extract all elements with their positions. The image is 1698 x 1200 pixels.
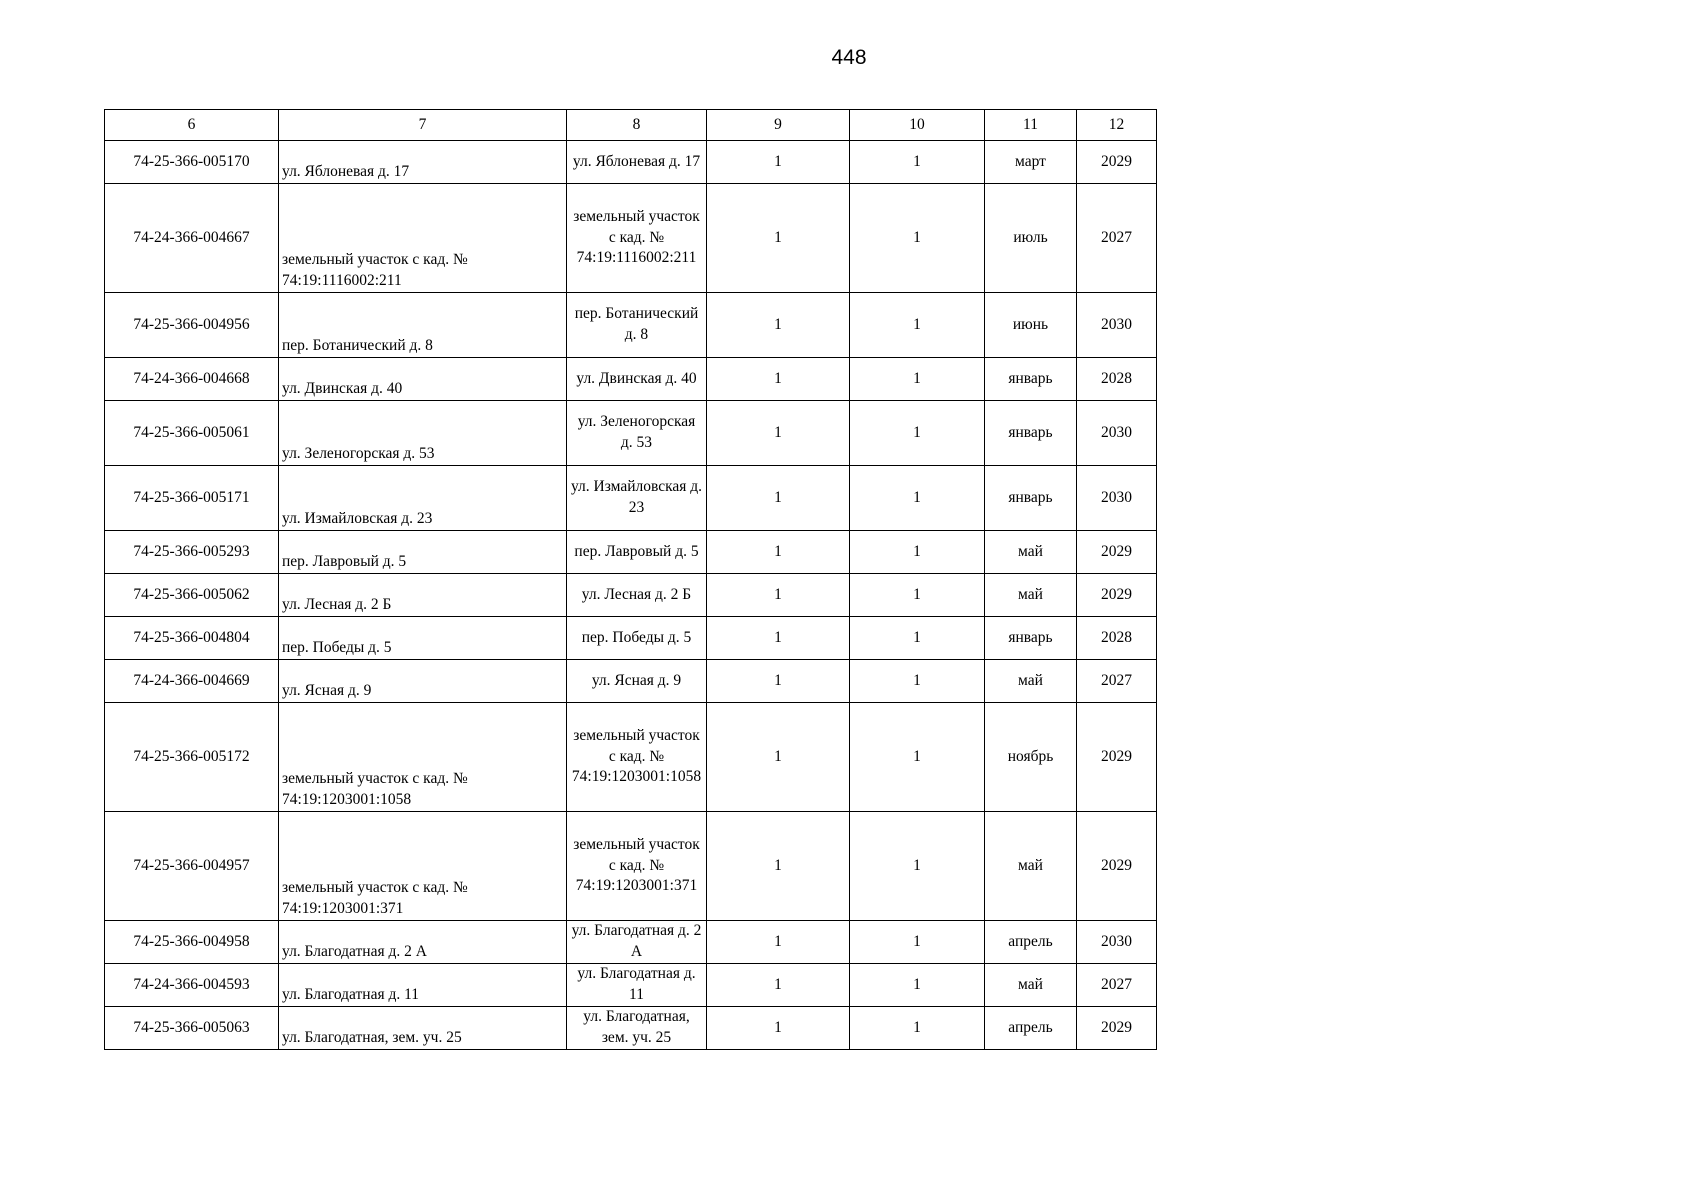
count-cell: 1: [707, 141, 850, 184]
count-cell: 1: [707, 660, 850, 703]
month-cell: апрель: [985, 921, 1077, 964]
count-cell: 1: [850, 531, 985, 574]
cadastral-id-cell: 74-25-366-005063: [105, 1007, 279, 1050]
month-cell: март: [985, 141, 1077, 184]
location-cell: пер. Победы д. 5: [567, 617, 707, 660]
count-cell: 1: [707, 812, 850, 921]
month-cell: июль: [985, 184, 1077, 293]
location-cell: ул. Лесная д. 2 Б: [567, 574, 707, 617]
month-cell: май: [985, 812, 1077, 921]
cadastral-id-cell: 74-25-366-005170: [105, 141, 279, 184]
address-cell: земельный участок с кад. № 74:19:1116002:211: [279, 184, 567, 293]
address-cell: земельный участок с кад. № 74:19:1203001:1058: [279, 703, 567, 812]
count-cell: 1: [707, 617, 850, 660]
address-cell: ул. Двинская д. 40: [279, 358, 567, 401]
table-row: [105, 812, 1157, 921]
location-cell: пер. Ботанический д. 8: [567, 293, 707, 358]
year-cell: 2029: [1077, 1007, 1157, 1050]
count-cell: 1: [707, 574, 850, 617]
cadastral-id-cell: 74-24-366-004668: [105, 358, 279, 401]
year-cell: 2027: [1077, 184, 1157, 293]
count-cell: 1: [850, 1007, 985, 1050]
address-cell: ул. Зеленогорская д. 53: [279, 401, 567, 466]
column-header: 11: [985, 110, 1077, 141]
column-header: 10: [850, 110, 985, 141]
count-cell: 1: [707, 466, 850, 531]
location-cell: ул. Двинская д. 40: [567, 358, 707, 401]
location-cell: ул. Зеленогорская д. 53: [567, 401, 707, 466]
table-row: [105, 574, 1157, 617]
location-cell: ул. Ясная д. 9: [567, 660, 707, 703]
table-header-row: [105, 110, 1157, 141]
table-row: [105, 531, 1157, 574]
count-cell: 1: [850, 184, 985, 293]
cadastral-id-cell: 74-25-366-005172: [105, 703, 279, 812]
table-row: [105, 401, 1157, 466]
count-cell: 1: [850, 617, 985, 660]
count-cell: 1: [707, 293, 850, 358]
location-cell: ул. Измайловская д. 23: [567, 466, 707, 531]
table-row: [105, 466, 1157, 531]
cadastral-id-cell: 74-25-366-005293: [105, 531, 279, 574]
address-cell: земельный участок с кад. № 74:19:1203001:371: [279, 812, 567, 921]
address-cell: ул. Благодатная д. 2 А: [279, 921, 567, 964]
table-row: [105, 358, 1157, 401]
count-cell: 1: [707, 703, 850, 812]
count-cell: 1: [850, 964, 985, 1007]
address-cell: ул. Благодатная, зем. уч. 25: [279, 1007, 567, 1050]
count-cell: 1: [707, 184, 850, 293]
location-cell: земельный участок с кад. № 74:19:1203001:371: [567, 812, 707, 921]
count-cell: 1: [850, 921, 985, 964]
month-cell: май: [985, 574, 1077, 617]
table-row: [105, 921, 1157, 964]
cadastral-id-cell: 74-24-366-004667: [105, 184, 279, 293]
location-cell: ул. Яблоневая д. 17: [567, 141, 707, 184]
count-cell: 1: [707, 531, 850, 574]
page-number: 448: [831, 46, 867, 69]
column-header: 6: [105, 110, 279, 141]
table-row: [105, 703, 1157, 812]
table-row: [105, 964, 1157, 1007]
cadastral-id-cell: 74-25-366-004956: [105, 293, 279, 358]
count-cell: 1: [707, 358, 850, 401]
address-cell: ул. Измайловская д. 23: [279, 466, 567, 531]
table-row: [105, 184, 1157, 293]
count-cell: 1: [850, 466, 985, 531]
count-cell: 1: [850, 703, 985, 812]
cadastral-id-cell: 74-25-366-004804: [105, 617, 279, 660]
month-cell: май: [985, 964, 1077, 1007]
column-header: 7: [279, 110, 567, 141]
count-cell: 1: [850, 401, 985, 466]
location-cell: ул. Благодатная д. 11: [567, 964, 707, 1007]
table-row: [105, 660, 1157, 703]
count-cell: 1: [850, 358, 985, 401]
month-cell: май: [985, 660, 1077, 703]
column-header: 12: [1077, 110, 1157, 141]
location-cell: ул. Благодатная д. 2 А: [567, 921, 707, 964]
year-cell: 2028: [1077, 617, 1157, 660]
month-cell: январь: [985, 466, 1077, 531]
location-cell: пер. Лавровый д. 5: [567, 531, 707, 574]
count-cell: 1: [850, 812, 985, 921]
count-cell: 1: [707, 401, 850, 466]
cadastral-id-cell: 74-25-366-005061: [105, 401, 279, 466]
month-cell: апрель: [985, 1007, 1077, 1050]
cadastral-id-cell: 74-24-366-004669: [105, 660, 279, 703]
count-cell: 1: [707, 964, 850, 1007]
address-cell: пер. Победы д. 5: [279, 617, 567, 660]
column-header: 9: [707, 110, 850, 141]
year-cell: 2030: [1077, 921, 1157, 964]
year-cell: 2029: [1077, 703, 1157, 812]
count-cell: 1: [850, 574, 985, 617]
table-row: [105, 141, 1157, 184]
year-cell: 2030: [1077, 466, 1157, 531]
address-cell: пер. Лавровый д. 5: [279, 531, 567, 574]
count-cell: 1: [850, 293, 985, 358]
location-cell: ул. Благодатная, зем. уч. 25: [567, 1007, 707, 1050]
table-row: [105, 1007, 1157, 1050]
address-cell: ул. Ясная д. 9: [279, 660, 567, 703]
table-row: [105, 617, 1157, 660]
count-cell: 1: [707, 921, 850, 964]
cadastral-id-cell: 74-25-366-004957: [105, 812, 279, 921]
cadastral-id-cell: 74-24-366-004593: [105, 964, 279, 1007]
column-header: 8: [567, 110, 707, 141]
year-cell: 2029: [1077, 531, 1157, 574]
cadastral-id-cell: 74-25-366-005062: [105, 574, 279, 617]
registry-table: [104, 109, 1157, 1050]
count-cell: 1: [850, 141, 985, 184]
count-cell: 1: [707, 1007, 850, 1050]
count-cell: 1: [850, 660, 985, 703]
year-cell: 2027: [1077, 964, 1157, 1007]
year-cell: 2030: [1077, 293, 1157, 358]
month-cell: январь: [985, 358, 1077, 401]
cadastral-id-cell: 74-25-366-005171: [105, 466, 279, 531]
year-cell: 2030: [1077, 401, 1157, 466]
address-cell: пер. Ботанический д. 8: [279, 293, 567, 358]
month-cell: январь: [985, 401, 1077, 466]
month-cell: январь: [985, 617, 1077, 660]
year-cell: 2027: [1077, 660, 1157, 703]
address-cell: ул. Благодатная д. 11: [279, 964, 567, 1007]
location-cell: земельный участок с кад. № 74:19:1116002:211: [567, 184, 707, 293]
year-cell: 2029: [1077, 574, 1157, 617]
year-cell: 2029: [1077, 812, 1157, 921]
month-cell: май: [985, 531, 1077, 574]
location-cell: земельный участок с кад. № 74:19:1203001:1058: [567, 703, 707, 812]
month-cell: ноябрь: [985, 703, 1077, 812]
month-cell: июнь: [985, 293, 1077, 358]
year-cell: 2028: [1077, 358, 1157, 401]
table-row: [105, 293, 1157, 358]
year-cell: 2029: [1077, 141, 1157, 184]
address-cell: ул. Яблоневая д. 17: [279, 141, 567, 184]
cadastral-id-cell: 74-25-366-004958: [105, 921, 279, 964]
address-cell: ул. Лесная д. 2 Б: [279, 574, 567, 617]
